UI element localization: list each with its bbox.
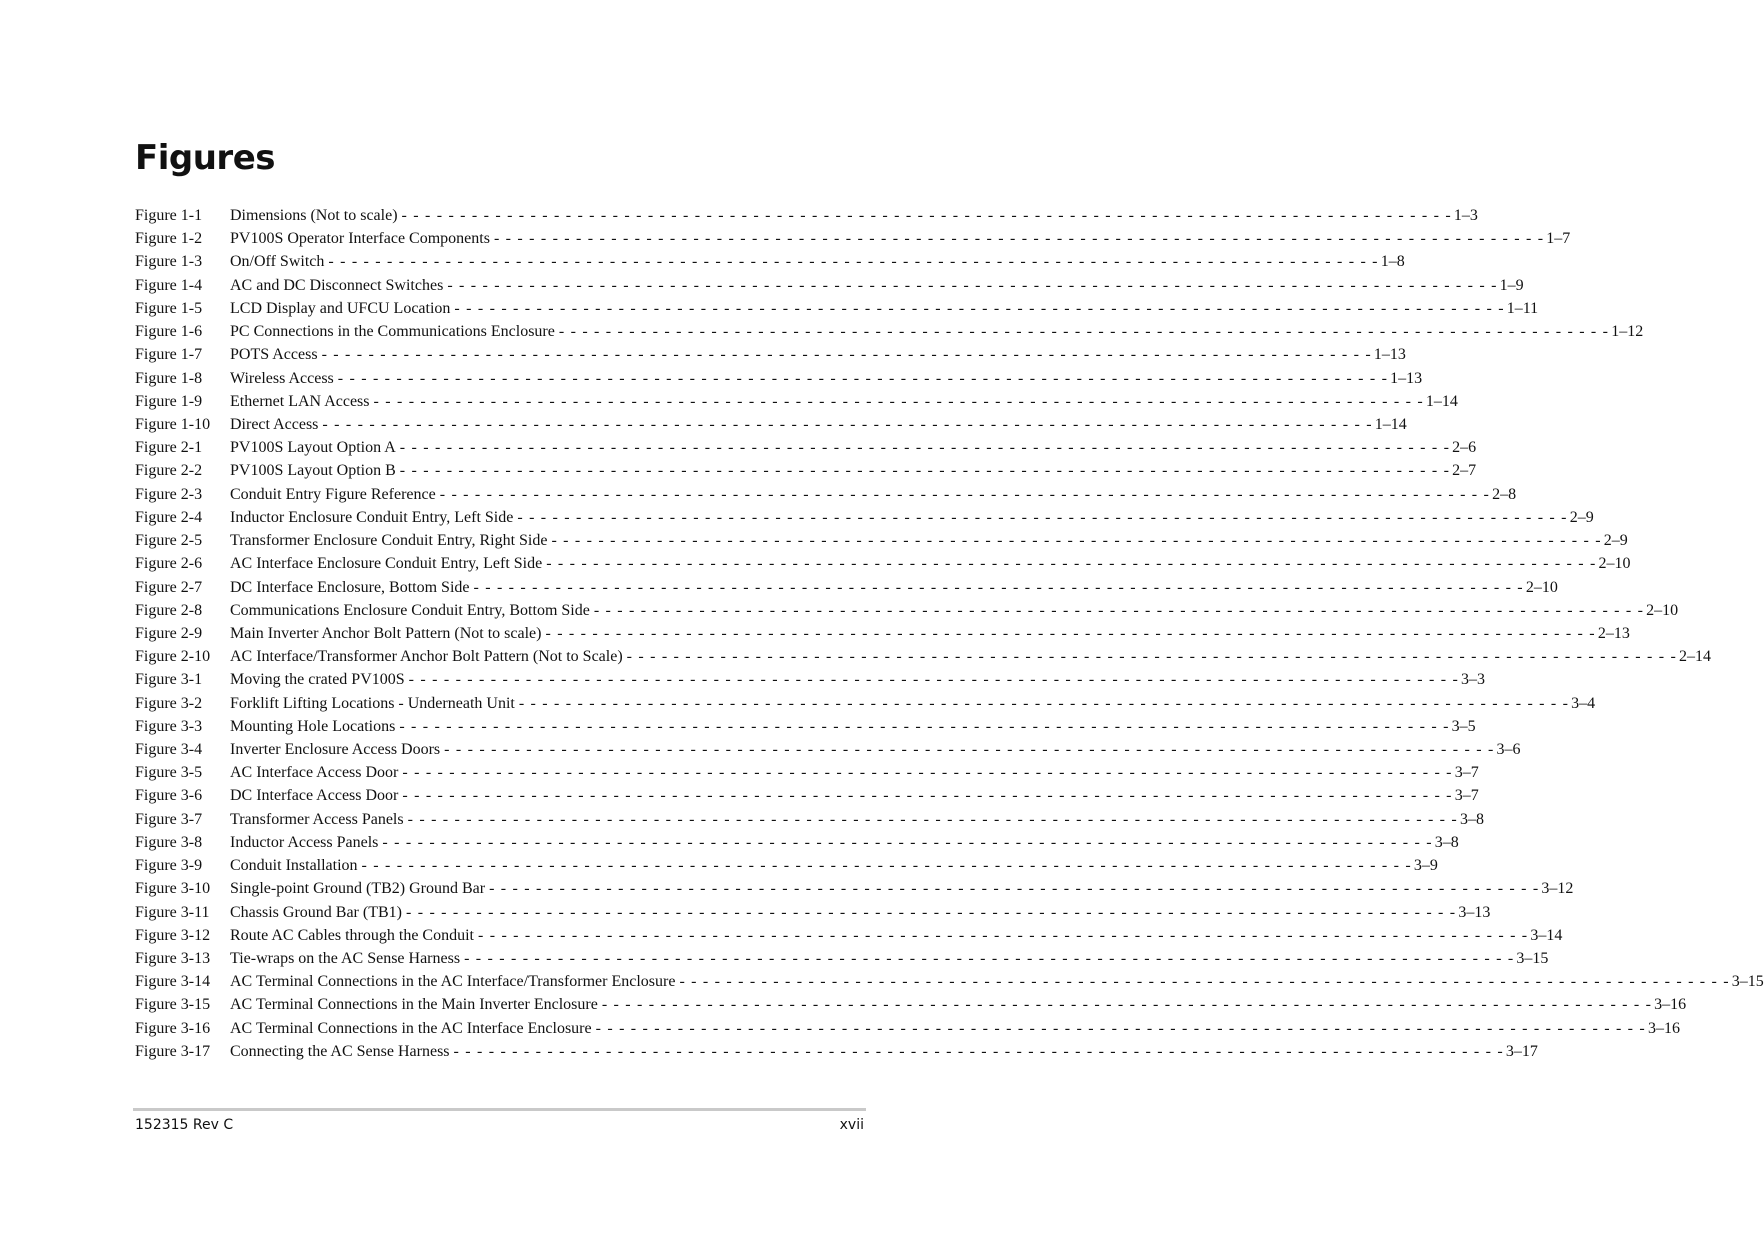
- figure-number: Figure 1-1: [135, 207, 203, 224]
- toc-entry[interactable]: [135, 506, 1594, 529]
- dot-leader: - - - - - - - - - - - - - - - - - - - - - - - - - - - - - - - - - - - - - - - - - - - - - - - - - - - - - - - - - - - - - - - - - - - - - - - - - - - - - - - - - - - - - - - - - -: [373, 392, 1424, 410]
- figure-title: Forklift Lifting Locations - Underneath Unit: [230, 694, 515, 712]
- page-reference: 1–9: [1499, 276, 1524, 294]
- figure-title: On/Off Switch: [230, 253, 325, 271]
- dot-leader: - - - - - - - - - - - - - - - - - - - - - - - - - - - - - - - - - - - - - - - - - - - - - - - - - - - - - - - - - - - - - - - - - - - - - - - - - - - - - - - - - - - - - - - - - -: [493, 230, 1545, 248]
- page-title: Figures: [135, 138, 275, 178]
- figure-title: Direct Access: [230, 415, 319, 433]
- toc-entry[interactable]: [135, 390, 1458, 413]
- toc-entry[interactable]: [135, 413, 1407, 436]
- toc-entry[interactable]: [135, 297, 1539, 320]
- page-reference: 3–6: [1496, 741, 1521, 759]
- figure-title: DC Interface Access Door: [230, 787, 399, 805]
- figure-number: Figure 3-16: [135, 1019, 211, 1037]
- page-reference: 2–14: [1678, 648, 1711, 666]
- page-reference: 2–10: [1598, 555, 1631, 573]
- page-reference: 3–7: [1454, 764, 1479, 782]
- page-reference: 2–9: [1569, 508, 1594, 526]
- figure-title: Tie-wraps on the AC Sense Harness: [230, 950, 461, 967]
- figure-number: Figure 3-6: [135, 787, 203, 805]
- dot-leader: - - - - - - - - - - - - - - - - - - - - - - - - - - - - - - - - - - - - - - - - - - - - - - - - - - - - - - - - - - - - - - - - - - - - - - - - - - - - - - - - - - - - - - - - - -: [601, 996, 1653, 1014]
- dot-leader: - - - - - - - - - - - - - - - - - - - - - - - - - - - - - - - - - - - - - - - - - - - - - - - - - - - - - - - - - - - - - - - - - - - - - - - - - - - - - - - - - - - - - - - - - -: [517, 508, 1568, 526]
- figure-number: Figure 2-8: [135, 601, 203, 619]
- page-reference: 2–6: [1452, 439, 1477, 457]
- toc-entry[interactable]: [135, 576, 1558, 599]
- figure-number: Figure 2-9: [135, 624, 203, 642]
- toc-entry[interactable]: [135, 622, 1630, 645]
- page-reference: 2–10: [1525, 578, 1558, 596]
- page-reference: 2–13: [1597, 624, 1630, 642]
- dot-leader: - - - - - - - - - - - - - - - - - - - - - - - - - - - - - - - - - - - - - - - - - - - - - - - - - - - - - - - - - - - - - - - - - - - - - - - - - - - - - - - - - - - - - - - - - -: [407, 810, 1458, 828]
- figure-title: Route AC Cables through the Conduit: [230, 926, 474, 944]
- toc-entry[interactable]: [135, 854, 1438, 877]
- figure-number: Figure 3-11: [135, 903, 210, 921]
- figure-number: Figure 1-3: [135, 253, 203, 271]
- toc-entry[interactable]: [135, 808, 1484, 831]
- toc-entry[interactable]: [135, 715, 1476, 738]
- footer-page-number: xvii: [839, 1117, 864, 1133]
- figure-number: Figure 3-17: [135, 1042, 211, 1060]
- figure-title: Main Inverter Anchor Bolt Pattern (Not to scale): [230, 624, 542, 642]
- dot-leader: - - - - - - - - - - - - - - - - - - - - - - - - - - - - - - - - - - - - - - - - - - - - - - - - - - - - - - - - - - - - - - - - - - - - - - - - - - - - - - - - - - - - - - - - - -: [402, 787, 1453, 805]
- figure-title: Communications Enclosure Conduit Entry, Bottom Side: [230, 601, 590, 619]
- page-reference: 1–7: [1546, 230, 1571, 248]
- page-reference: 2–7: [1452, 462, 1477, 480]
- toc-entry[interactable]: [135, 483, 1517, 506]
- figure-number: Figure 1-2: [135, 230, 203, 248]
- toc-entry[interactable]: [135, 436, 1477, 459]
- dot-leader: - - - - - - - - - - - - - - - - - - - - - - - - - - - - - - - - - - - - - - - - - - - - - - - - - - - - - - - - - - - - - - - - - - - - - - - - - - - - - - - - - - - - - - - - - -: [444, 741, 1495, 759]
- toc-entry[interactable]: [135, 924, 1563, 947]
- figure-title: Conduit Installation: [230, 857, 358, 875]
- dot-leader: - - - - - - - - - - - - - - - - - - - - - - - - - - - - - - - - - - - - - - - - - - - - - - - - - - - - - - - - - - - - - - - - - - - - - - - - - - - - - - - - - - - - - - - - - -: [439, 485, 1491, 503]
- figure-number: Figure 3-14: [135, 973, 211, 991]
- figure-title: Conduit Entry Figure Reference: [230, 485, 436, 503]
- page-reference: 3–9: [1413, 857, 1438, 875]
- figure-number: Figure 3-13: [135, 950, 211, 967]
- toc-entry[interactable]: [135, 459, 1477, 482]
- page-reference: 3–15: [1731, 973, 1764, 991]
- figure-title: Inductor Enclosure Conduit Entry, Left Side: [230, 508, 514, 526]
- figure-number: Figure 1-6: [135, 323, 203, 341]
- toc-entry[interactable]: [135, 947, 1549, 970]
- figure-title: AC Interface/Transformer Anchor Bolt Pattern (Not to Scale): [230, 648, 623, 666]
- figure-number: Figure 3-1: [135, 671, 203, 689]
- figure-title: Mounting Hole Locations: [230, 717, 396, 735]
- dot-leader: - - - - - - - - - - - - - - - - - - - - - - - - - - - - - - - - - - - - - - - - - - - - - - - - - - - - - - - - - - - - - - - - - - - - - - - - - - - - - - - - - - - - - - - - - -: [454, 299, 1505, 317]
- figure-list: [135, 204, 1764, 1063]
- dot-leader: - - - - - - - - - - - - - - - - - - - - - - - - - - - - - - - - - - - - - - - - - - - - - - - - - - - - - - - - - - - - - - - - - - - - - - - - - - - - - - - - - - - - - - - - - -: [478, 926, 1529, 944]
- dot-leader: - - - - - - - - - - - - - - - - - - - - - - - - - - - - - - - - - - - - - - - - - - - - - - - - - - - - - - - - - - - - - - - - - - - - - - - - - - - - - - - - - - - - - - - - - -: [518, 694, 1570, 712]
- figure-title: AC Terminal Connections in the AC Interface/Transformer Enclosure: [230, 973, 676, 991]
- dot-leader: - - - - - - - - - - - - - - - - - - - - - - - - - - - - - - - - - - - - - - - - - - - - - - - - - - - - - - - - - - - - - - - - - - - - - - - - - - - - - - - - - - - - - - - - - -: [322, 415, 1373, 433]
- toc-entry[interactable]: [135, 1040, 1538, 1063]
- page-reference: 3–5: [1451, 717, 1476, 735]
- figure-title: Single-point Ground (TB2) Ground Bar: [230, 880, 486, 898]
- toc-entry[interactable]: [135, 692, 1596, 715]
- dot-leader: - - - - - - - - - - - - - - - - - - - - - - - - - - - - - - - - - - - - - - - - - - - - - - - - - - - - - - - - - - - - - - - - - - - - - - - - - - - - - - - - - - - - - - - - - -: [402, 764, 1453, 782]
- figure-title: DC Interface Enclosure, Bottom Side: [230, 578, 470, 596]
- figure-title: Transformer Access Panels: [230, 810, 404, 828]
- page-reference: 2–10: [1646, 601, 1679, 619]
- toc-entry[interactable]: [135, 668, 1485, 691]
- dot-leader: - - - - - - - - - - - - - - - - - - - - - - - - - - - - - - - - - - - - - - - - - - - - - - - - - - - - - - - - - - - - - - - - - - - - - - - - - - - - - - - - - - - - - - - - - -: [408, 671, 1459, 689]
- figure-title: Moving the crated PV100S: [230, 671, 405, 689]
- figure-number: Figure 2-2: [135, 462, 203, 480]
- figure-number: Figure 1-8: [135, 369, 203, 387]
- figure-title: AC Interface Access Door: [230, 764, 399, 782]
- figure-title: AC Terminal Connections in the Main Inverter Enclosure: [230, 996, 598, 1014]
- figure-number: Figure 2-10: [135, 648, 211, 666]
- figure-number: Figure 3-2: [135, 694, 203, 712]
- toc-entry[interactable]: [135, 343, 1406, 366]
- toc-entry[interactable]: [135, 274, 1524, 297]
- page-reference: 3–8: [1459, 810, 1484, 828]
- page-reference: 3–17: [1505, 1042, 1538, 1060]
- figure-number: Figure 2-4: [135, 508, 203, 526]
- figure-title: Dimensions (Not to scale): [230, 207, 398, 224]
- page-reference: 3–14: [1530, 926, 1563, 944]
- dot-leader: - - - - - - - - - - - - - - - - - - - - - - - - - - - - - - - - - - - - - - - - - - - - - - - - - - - - - - - - - - - - - - - - - - - - - - - - - - - - - - - - - - - - - - - - - -: [361, 857, 1412, 875]
- figure-title: AC Interface Enclosure Conduit Entry, Left Side: [230, 555, 543, 573]
- figure-title: Transformer Enclosure Conduit Entry, Right Side: [230, 532, 548, 550]
- toc-entry[interactable]: [135, 529, 1628, 552]
- dot-leader: - - - - - - - - - - - - - - - - - - - - - - - - - - - - - - - - - - - - - - - - - - - - - - - - - - - - - - - - - - - - - - - - - - - - - - - - - - - - - - - - - - - - - - - - - -: [405, 903, 1457, 921]
- dot-leader: - - - - - - - - - - - - - - - - - - - - - - - - - - - - - - - - - - - - - - - - - - - - - - - - - - - - - - - - - - - - - - - - - - - - - - - - - - - - - - - - - - - - - - - - - -: [473, 578, 1524, 596]
- figure-title: AC Terminal Connections in the AC Interface Enclosure: [230, 1019, 592, 1037]
- toc-entry[interactable]: [135, 761, 1479, 784]
- dot-leader: - - - - - - - - - - - - - - - - - - - - - - - - - - - - - - - - - - - - - - - - - - - - - - - - - - - - - - - - - - - - - - - - - - - - - - - - - - - - - - - - - - - - - - - - - -: [399, 462, 1451, 480]
- footer-doc-number: 152315 Rev C: [135, 1117, 234, 1133]
- dot-leader: - - - - - - - - - - - - - - - - - - - - - - - - - - - - - - - - - - - - - - - - - - - - - - - - - - - - - - - - - - - - - - - - - - - - - - - - - - - - - - - - - - - - - - - - - -: [337, 369, 1389, 387]
- dot-leader: - - - - - - - - - - - - - - - - - - - - - - - - - - - - - - - - - - - - - - - - - - - - - - - - - - - - - - - - - - - - - - - - - - - - - - - - - - - - - - - - - - - - - - - - - -: [328, 253, 1379, 271]
- page-reference: 2–9: [1603, 532, 1628, 550]
- figure-title: Ethernet LAN Access: [230, 392, 370, 410]
- figure-number: Figure 3-10: [135, 880, 211, 898]
- page-reference: 1–8: [1380, 253, 1405, 271]
- figure-number: Figure 3-12: [135, 926, 211, 944]
- page-reference: 1–13: [1390, 369, 1423, 387]
- figure-number: Figure 3-4: [135, 741, 203, 759]
- dot-leader: - - - - - - - - - - - - - - - - - - - - - - - - - - - - - - - - - - - - - - - - - - - - - - - - - - - - - - - - - - - - - - - - - - - - - - - - - - - - - - - - - - - - - - - - - -: [546, 555, 1597, 573]
- figure-title: PV100S Operator Interface Components: [230, 230, 490, 248]
- dot-leader: - - - - - - - - - - - - - - - - - - - - - - - - - - - - - - - - - - - - - - - - - - - - - - - - - - - - - - - - - - - - - - - - - - - - - - - - - - - - - - - - - - - - - - - - - -: [453, 1042, 1504, 1060]
- toc-entry[interactable]: [135, 831, 1459, 854]
- page-reference: 1–14: [1425, 392, 1458, 410]
- page-reference: 3–8: [1434, 833, 1459, 851]
- figure-number: Figure 1-4: [135, 276, 203, 294]
- page-reference: 3–15: [1516, 950, 1549, 967]
- dot-leader: - - - - - - - - - - - - - - - - - - - - - - - - - - - - - - - - - - - - - - - - - - - - - - - - - - - - - - - - - - - - - - - - - - - - - - - - - - - - - - - - - - - - - - - - - -: [595, 1019, 1646, 1037]
- toc-entry[interactable]: [135, 645, 1711, 668]
- toc-entry[interactable]: [135, 993, 1687, 1016]
- page-reference: 3–12: [1541, 880, 1574, 898]
- dot-leader: - - - - - - - - - - - - - - - - - - - - - - - - - - - - - - - - - - - - - - - - - - - - - - - - - - - - - - - - - - - - - - - - - - - - - - - - - - - - - - - - - - - - - - - - - -: [593, 601, 1645, 619]
- dot-leader: - - - - - - - - - - - - - - - - - - - - - - - - - - - - - - - - - - - - - - - - - - - - - - - - - - - - - - - - - - - - - - - - - - - - - - - - - - - - - - - - - - - - - - - - - -: [399, 439, 1451, 457]
- page-reference: 2–8: [1492, 485, 1517, 503]
- figure-title: PC Connections in the Communications Enclosure: [230, 323, 555, 341]
- figure-number: Figure 3-9: [135, 857, 203, 875]
- dot-leader: - - - - - - - - - - - - - - - - - - - - - - - - - - - - - - - - - - - - - - - - - - - - - - - - - - - - - - - - - - - - - - - - - - - - - - - - - - - - - - - - - - - - - - - - - -: [545, 624, 1596, 642]
- dot-leader: - - - - - - - - - - - - - - - - - - - - - - - - - - - - - - - - - - - - - - - - - - - - - - - - - - - - - - - - - - - - - - - - - - - - - - - - - - - - - - - - - - - - - - - - - -: [489, 880, 1540, 898]
- page-reference: 3–4: [1571, 694, 1596, 712]
- toc-entry[interactable]: [135, 320, 1644, 343]
- toc-entry[interactable]: [135, 250, 1405, 273]
- figure-number: Figure 3-5: [135, 764, 203, 782]
- toc-entry[interactable]: [135, 227, 1571, 250]
- figure-title: LCD Display and UFCU Location: [230, 299, 451, 317]
- dot-leader: - - - - - - - - - - - - - - - - - - - - - - - - - - - - - - - - - - - - - - - - - - - - - - - - - - - - - - - - - - - - - - - - - - - - - - - - - - - - - - - - - - - - - - - - - -: [401, 207, 1452, 224]
- dot-leader: - - - - - - - - - - - - - - - - - - - - - - - - - - - - - - - - - - - - - - - - - - - - - - - - - - - - - - - - - - - - - - - - - - - - - - - - - - - - - - - - - - - - - - - - - -: [321, 346, 1372, 364]
- page-reference: 1–11: [1506, 299, 1539, 317]
- page-reference: 3–13: [1458, 903, 1491, 921]
- toc-entry[interactable]: [135, 784, 1479, 807]
- figure-number: Figure 1-9: [135, 392, 203, 410]
- figure-title: AC and DC Disconnect Switches: [230, 276, 444, 294]
- toc-entry[interactable]: [135, 367, 1423, 390]
- figure-title: PV100S Layout Option A: [230, 439, 396, 457]
- page-reference: 1–13: [1373, 346, 1406, 364]
- figure-number: Figure 2-6: [135, 555, 203, 573]
- dot-leader: - - - - - - - - - - - - - - - - - - - - - - - - - - - - - - - - - - - - - - - - - - - - - - - - - - - - - - - - - - - - - - - - - - - - - - - - - - - - - - - - - - - - - - - - - -: [399, 717, 1450, 735]
- figure-number: Figure 2-3: [135, 485, 203, 503]
- page-reference: 3–7: [1454, 787, 1479, 805]
- figure-number: Figure 1-10: [135, 415, 211, 433]
- figure-title: PV100S Layout Option B: [230, 462, 396, 480]
- toc-entry[interactable]: [135, 901, 1491, 924]
- figure-number: Figure 2-1: [135, 439, 203, 457]
- page-reference: 3–16: [1647, 1019, 1680, 1037]
- toc-entry[interactable]: [135, 877, 1574, 900]
- dot-leader: - - - - - - - - - - - - - - - - - - - - - - - - - - - - - - - - - - - - - - - - - - - - - - - - - - - - - - - - - - - - - - - - - - - - - - - - - - - - - - - - - - - - - - - - - -: [558, 323, 1610, 341]
- page-reference: 1–14: [1374, 415, 1407, 433]
- figure-number: Figure 2-7: [135, 578, 203, 596]
- figure-title: POTS Access: [230, 346, 318, 364]
- page-reference: 3–16: [1654, 996, 1687, 1014]
- toc-entry[interactable]: [135, 552, 1631, 575]
- dot-leader: - - - - - - - - - - - - - - - - - - - - - - - - - - - - - - - - - - - - - - - - - - - - - - - - - - - - - - - - - - - - - - - - - - - - - - - - - - - - - - - - - - - - - - - - - -: [464, 950, 1515, 967]
- figure-number: Figure 1-5: [135, 299, 203, 317]
- figure-number: Figure 3-3: [135, 717, 203, 735]
- figure-title: Chassis Ground Bar (TB1): [230, 903, 402, 921]
- figure-number: Figure 1-7: [135, 346, 203, 364]
- toc-entry[interactable]: [135, 204, 1478, 227]
- toc-entry[interactable]: [135, 599, 1679, 622]
- toc-entry[interactable]: [135, 738, 1521, 761]
- footer-divider: [133, 1108, 866, 1111]
- dot-leader: - - - - - - - - - - - - - - - - - - - - - - - - - - - - - - - - - - - - - - - - - - - - - - - - - - - - - - - - - - - - - - - - - - - - - - - - - - - - - - - - - - - - - - - - - -: [382, 833, 1433, 851]
- figure-number: Figure 3-15: [135, 996, 211, 1014]
- figure-title: Connecting the AC Sense Harness: [230, 1042, 450, 1060]
- page-reference: 1–12: [1611, 323, 1644, 341]
- figure-number: Figure 3-7: [135, 810, 203, 828]
- page-reference: 3–3: [1461, 671, 1485, 689]
- figure-title: Inductor Access Panels: [230, 833, 379, 851]
- dot-leader: - - - - - - - - - - - - - - - - - - - - - - - - - - - - - - - - - - - - - - - - - - - - - - - - - - - - - - - - - - - - - - - - - - - - - - - - - - - - - - - - - - - - - - - - - -: [551, 532, 1602, 550]
- figure-title: Wireless Access: [230, 369, 334, 387]
- figure-title: Inverter Enclosure Access Doors: [230, 741, 441, 759]
- dot-leader: - - - - - - - - - - - - - - - - - - - - - - - - - - - - - - - - - - - - - - - - - - - - - - - - - - - - - - - - - - - - - - - - - - - - - - - - - - - - - - - - - - - - - - - - - -: [679, 973, 1730, 991]
- figure-number: Figure 3-8: [135, 833, 203, 851]
- toc-entry[interactable]: [135, 970, 1764, 993]
- toc-entry[interactable]: [135, 1017, 1680, 1040]
- figure-number: Figure 2-5: [135, 532, 203, 550]
- dot-leader: - - - - - - - - - - - - - - - - - - - - - - - - - - - - - - - - - - - - - - - - - - - - - - - - - - - - - - - - - - - - - - - - - - - - - - - - - - - - - - - - - - - - - - - - - -: [626, 648, 1677, 666]
- dot-leader: - - - - - - - - - - - - - - - - - - - - - - - - - - - - - - - - - - - - - - - - - - - - - - - - - - - - - - - - - - - - - - - - - - - - - - - - - - - - - - - - - - - - - - - - - -: [447, 276, 1498, 294]
- page-reference: 1–3: [1453, 207, 1478, 224]
